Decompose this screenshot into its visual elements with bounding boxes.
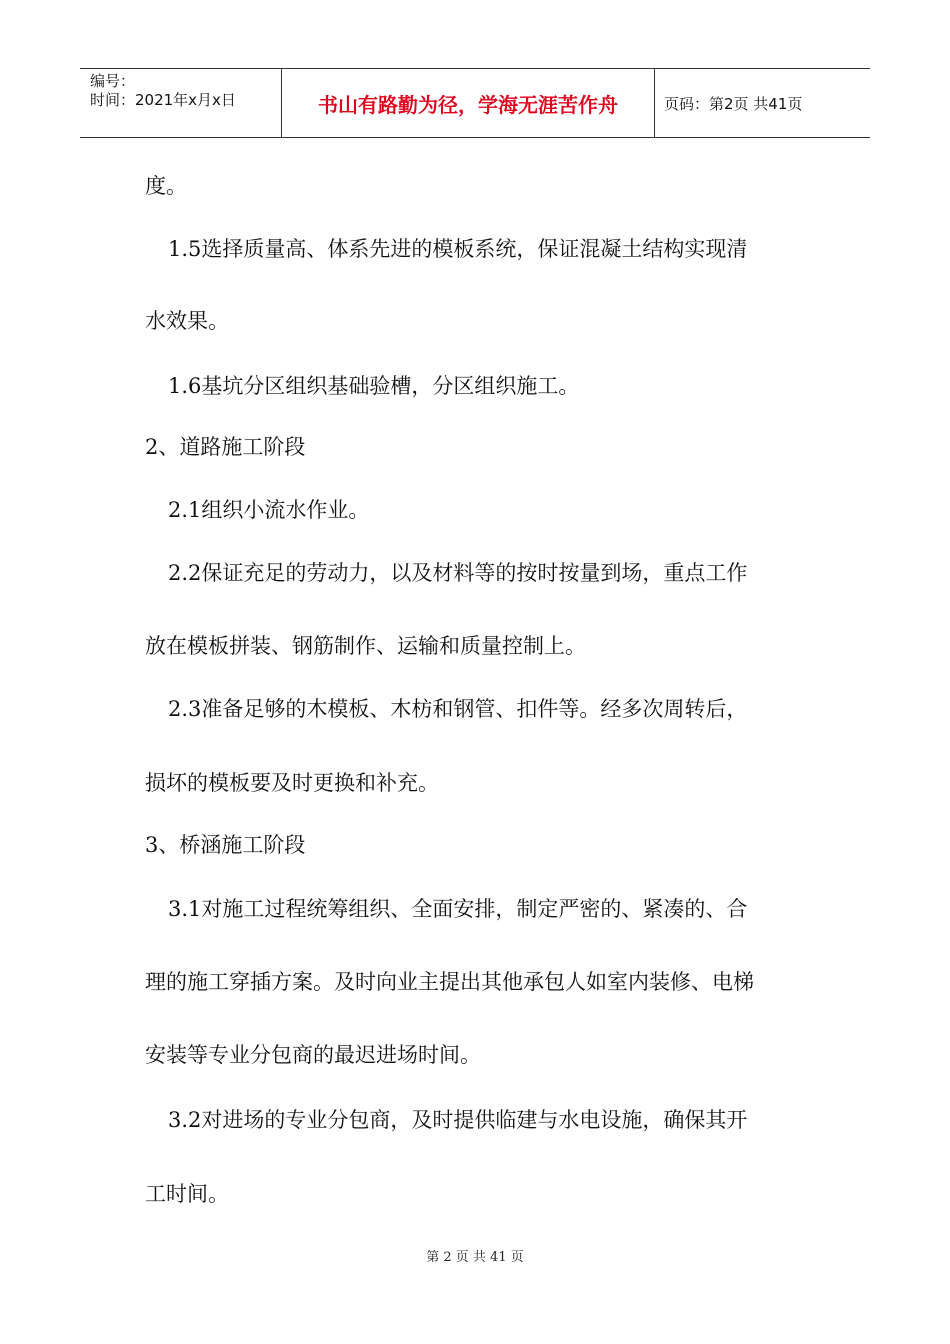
header-divider	[654, 69, 655, 137]
section-heading: 3、桥涵施工阶段	[145, 833, 306, 857]
header-page-info: 页码：第2页 共41页	[664, 94, 803, 113]
body-line: 3.1对施工过程统筹组织、全面安排，制定严密的、紧凑的、合	[168, 897, 748, 921]
body-line: 2.3准备足够的木模板、木枋和钢管、扣件等。经多次周转后，	[168, 697, 748, 721]
body-line: 工时间。	[145, 1182, 229, 1206]
body-line: 放在模板拼装、钢筋制作、运输和质量控制上。	[145, 634, 586, 658]
section-heading: 2、道路施工阶段	[145, 435, 306, 459]
body-line: 度。	[145, 174, 187, 198]
header-meta	[90, 72, 280, 110]
header-motto: 书山有路勤为径，学海无涯苦作舟	[318, 92, 618, 117]
document-date: 时间：2021年x月x日	[90, 91, 236, 109]
document-number-label: 编号：	[90, 72, 136, 90]
body-line: 1.5选择质量高、体系先进的模板系统，保证混凝土结构实现清	[168, 237, 748, 261]
body-line: 3.2对进场的专业分包商，及时提供临建与水电设施，确保其开	[168, 1108, 748, 1132]
body-line: 安装等专业分包商的最迟进场时间。	[145, 1043, 481, 1067]
body-line: 理的施工穿插方案。及时向业主提出其他承包人如室内装修、电梯	[145, 970, 754, 994]
body-line: 水效果。	[145, 309, 229, 333]
page-header	[80, 68, 870, 138]
body-line: 1.6基坑分区组织基础验槽，分区组织施工。	[168, 374, 580, 398]
body-line: 损坏的模板要及时更换和补充。	[145, 771, 439, 795]
body-line: 2.2保证充足的劳动力，以及材料等的按时按量到场，重点工作	[168, 561, 748, 585]
page-footer: 第 2 页 共 41 页	[426, 1250, 524, 1265]
body-line: 2.1组织小流水作业。	[168, 498, 370, 522]
